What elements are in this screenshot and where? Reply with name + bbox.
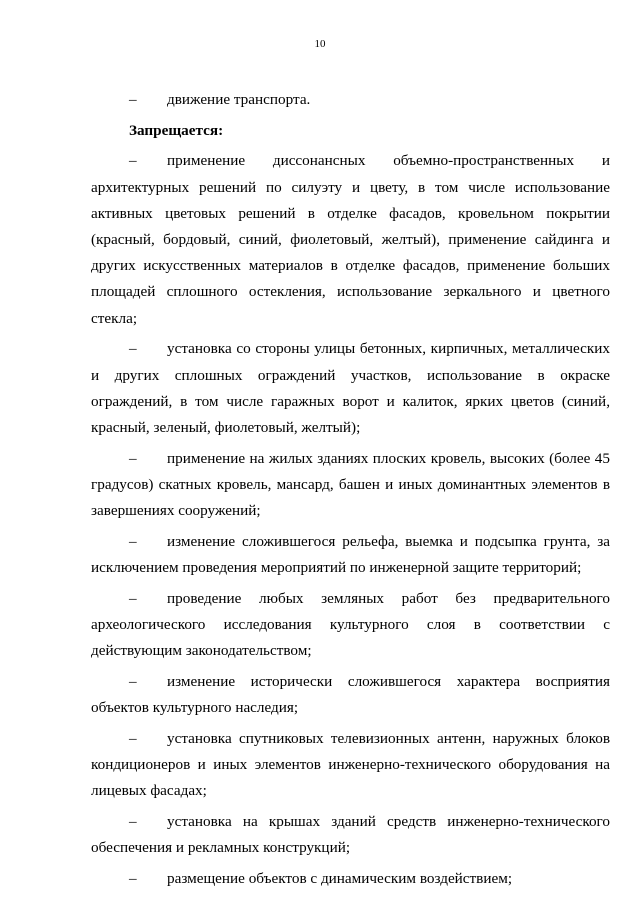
section-heading: Запрещается: bbox=[129, 121, 224, 139]
list-item-text: изменение сложившегося рельефа, выемка и подсыпка грунта, за исключением проведения мероприятий по инженерной защите территорий; bbox=[91, 532, 610, 576]
list-item bbox=[91, 726, 610, 805]
list-item bbox=[91, 866, 610, 892]
list-item-text: проведение любых земляных работ без предварительного археологического исследования культурного слоя в соответствии с действующим законодательством; bbox=[91, 589, 610, 660]
list-dash: – bbox=[129, 340, 137, 358]
list-dash: – bbox=[129, 532, 137, 550]
list-dash: – bbox=[129, 812, 137, 830]
list-item bbox=[91, 669, 610, 721]
list-dash: – bbox=[129, 729, 137, 747]
list-dash: – bbox=[129, 91, 137, 108]
page-number: 10 bbox=[314, 38, 326, 50]
document-body bbox=[91, 87, 610, 896]
list-item-text: движение транспорта. bbox=[167, 91, 311, 108]
list-dash: – bbox=[129, 869, 137, 887]
list-item-text: установка со стороны улицы бетонных, кирпичных, металлических и других сплошных ограждений участков, использование в окраске ограждений, в том числе гаражных ворот и калиток, ярких цветов (синий, красный, зеленый, фиолетовый, желтый); bbox=[91, 340, 610, 436]
list-item bbox=[91, 586, 610, 665]
list-dash: – bbox=[129, 449, 137, 467]
list-item-text: установка спутниковых телевизионных антенн, наружных блоков кондиционеров и иных элементов инженерно-технического оборудования на лицевых фасадах; bbox=[91, 729, 610, 800]
list-item-text: изменение исторически сложившегося характера восприятия объектов культурного наследия; bbox=[91, 672, 610, 716]
list-item bbox=[91, 529, 610, 581]
list-item bbox=[91, 148, 610, 331]
list-item-text: размещение объектов с динамическим воздействием; bbox=[167, 869, 513, 887]
list-dash: – bbox=[129, 152, 137, 170]
list-dash: – bbox=[129, 589, 137, 607]
list-item-text: установка на крышах зданий средств инженерно-технического обеспечения и рекламных конструкций; bbox=[91, 812, 610, 856]
list-item bbox=[91, 809, 610, 861]
list-item bbox=[91, 336, 610, 441]
list-dash: – bbox=[129, 672, 137, 690]
list-item-text: применение на жилых зданиях плоских кровель, высоких (более 45 градусов) скатных кровель, мансард, башен и иных доминантных элементов в завершениях сооружений; bbox=[91, 449, 610, 520]
list-item bbox=[91, 446, 610, 525]
list-item bbox=[91, 87, 610, 113]
list-item-text: применение диссонансных объемно-пространственных и архитектурных решений по силуэту и цвету, в том числе использование активных цветовых решений в отделке фасадов, кровельном покрытии (красный, бордовый, синий, фиолетовый, желтый), применение сайдинга и других искусственных материалов в отделке фасадов, применение больших площадей сплошного остекления, использование зеркального и цветного стекла; bbox=[91, 152, 610, 327]
